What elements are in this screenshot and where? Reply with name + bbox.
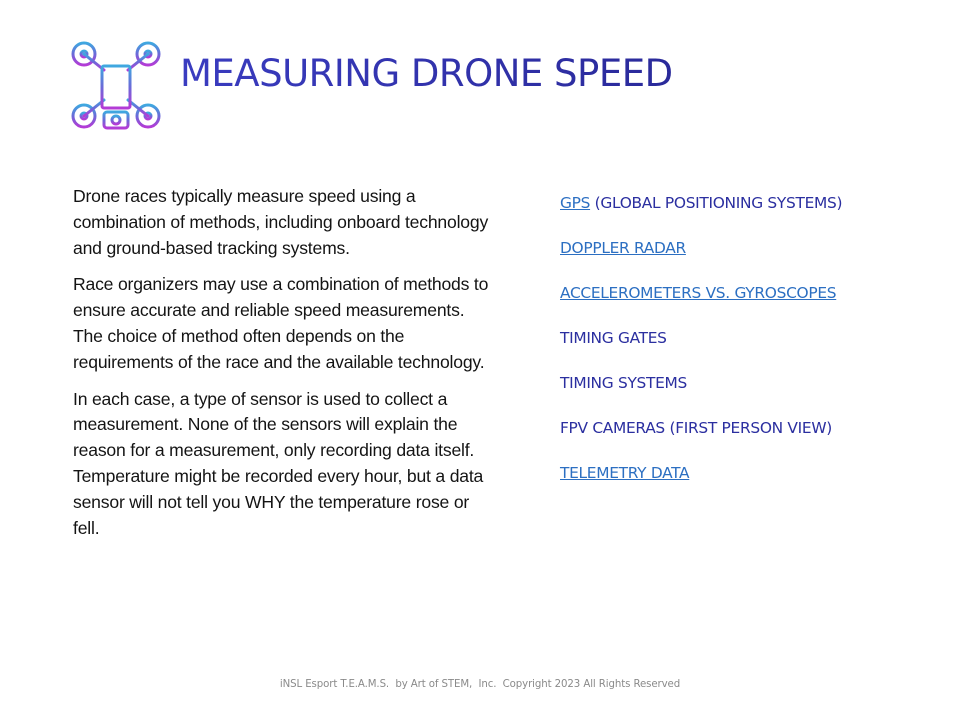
body-text — [73, 184, 493, 552]
topic-item-accelerometers — [560, 281, 940, 326]
paragraph: Race organizers may use a combination of methods to ensure accurate and reliable speed measurements. The choice of method often depends on the requirements of the race and the available technology. — [73, 274, 489, 372]
topic-list — [560, 191, 940, 506]
gps-link[interactable]: GPS — [560, 194, 591, 212]
slide-title: MEASURING DRONE SPEED — [180, 52, 673, 95]
topic-item-timing-systems — [560, 371, 940, 416]
topic-item-telemetry — [560, 461, 940, 506]
paragraph: Drone races typically measure speed using a combination of methods, including onboard technology and ground-based tracking systems. — [73, 186, 489, 258]
topic-text: FPV CAMERAS (FIRST PERSON VIEW) — [560, 419, 832, 437]
topic-item-doppler — [560, 236, 940, 281]
telemetry-data-link[interactable]: TELEMETRY DATA — [560, 464, 690, 482]
topic-item-timing-gates — [560, 326, 940, 371]
topic-item-gps — [560, 191, 940, 236]
footer-copyright: iNSL Esport T.E.A.M.S. by Art of STEM, Inc. Copyright 2023 All Rights Reserved — [279, 679, 681, 690]
topic-item-fpv — [560, 416, 940, 461]
paragraph: In each case, a type of sensor is used to collect a measurement. None of the sensors will explain the reason for a measurement, only recording data itself. Temperature might be recorded every hour, but a data sensor will not tell you WHY the temperature rose or fell. — [73, 388, 484, 538]
drone-icon — [70, 40, 162, 132]
doppler-radar-link[interactable]: DOPPLER RADAR — [560, 239, 686, 257]
accelerometers-link[interactable]: ACCELEROMETERS VS. GYROSCOPES — [560, 284, 837, 302]
topic-suffix: (GLOBAL POSITIONING SYSTEMS) — [590, 194, 843, 212]
topic-text: TIMING SYSTEMS — [560, 374, 688, 392]
topic-text: TIMING GATES — [560, 329, 667, 347]
